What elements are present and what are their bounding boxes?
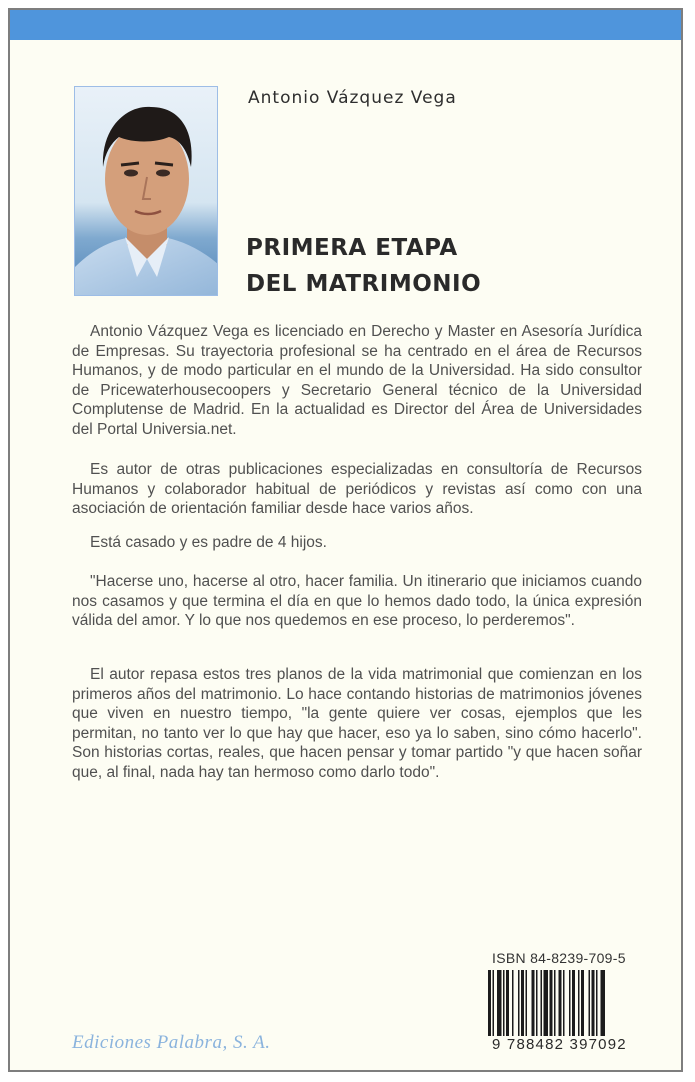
book-title <box>246 230 481 302</box>
barcode-bar <box>526 970 528 1040</box>
barcode-bar <box>512 970 514 1040</box>
author-bio-paragraph: Antonio Vázquez Vega es licenciado en Derecho y Master en Asesoría Jurídica de Empresas. Su trayectoria profesional se ha centrado en el área de Recursos Humanos, y de modo particular en el mundo de la Universidad. Ha sido consultor de Pricewaterhousecoopers y Secretario General técnico de la Universidad Complutense de Madrid. En la actualidad es Director del Área de Universidades del Portal Universia.net. <box>72 323 642 438</box>
book-back-cover <box>8 8 683 1072</box>
author-name: Antonio Vázquez Vega <box>248 88 457 108</box>
barcode-bar <box>518 970 520 1040</box>
author-family-paragraph: Está casado y es padre de 4 hijos. <box>90 534 327 551</box>
barcode-bar <box>578 970 580 1040</box>
barcode-bar <box>589 970 591 1040</box>
barcode-bar <box>503 970 505 1040</box>
barcode-bar <box>544 970 549 1040</box>
barcode-bar <box>550 970 553 1040</box>
publisher-name: Ediciones Palabra, S. A. <box>72 1032 271 1053</box>
isbn-label: ISBN 84-8239-709-5 <box>492 950 626 966</box>
barcode-bar <box>521 970 524 1040</box>
barcode-bar <box>572 970 575 1040</box>
author-photo <box>74 86 218 296</box>
barcode-number: 9 788482 397092 <box>488 1036 631 1053</box>
barcode-bar <box>536 970 538 1040</box>
author-publications-paragraph: Es autor de otras publicaciones especializadas en consultoría de Recursos Humanos y colaborador habitual de periódicos y revistas así como con una asociación de orientación familiar desde hace varios años. <box>72 461 642 517</box>
barcode-bar <box>554 970 556 1040</box>
barcode-bar <box>596 970 598 1040</box>
top-color-band <box>10 10 681 40</box>
barcode-bar <box>497 970 502 1040</box>
barcode-bar <box>563 970 565 1040</box>
title-line-1: PRIMERA ETAPA <box>246 235 458 261</box>
barcode-bar <box>569 970 571 1040</box>
barcode-bar <box>532 970 535 1040</box>
book-summary-paragraph: El autor repasa estos tres planos de la vida matrimonial que comienzan en los primeros años del matrimonio. Lo hace contando historias de matrimonios jóvenes que viven en nuestro tiempo, "la gente quiere ver cosas, ejemplos que les permitan, no tanto ver lo que hay que hacer, eso ya lo saben, sino cómo hacerlo". Son historias cortas, reales, que hacen pensar y tomar partido "y que hacen soñar que, al final, nada hay tan hermoso como darlo todo". <box>72 666 642 781</box>
barcode-bar <box>581 970 584 1040</box>
book-quote-paragraph: "Hacerse uno, hacerse al otro, hacer familia. Un itinerario que iniciamos cuando nos casamos y que termina el día en que lo hemos dado todo, la única expresión válida del amor. Y lo que nos quedemos en ese proceso, lo perderemos". <box>72 573 642 629</box>
barcode-bar <box>559 970 562 1040</box>
barcode-bar <box>506 970 509 1040</box>
title-line-2: DEL MATRIMONIO <box>246 271 482 297</box>
barcode-bar <box>592 970 595 1040</box>
barcode-bar <box>541 970 543 1040</box>
